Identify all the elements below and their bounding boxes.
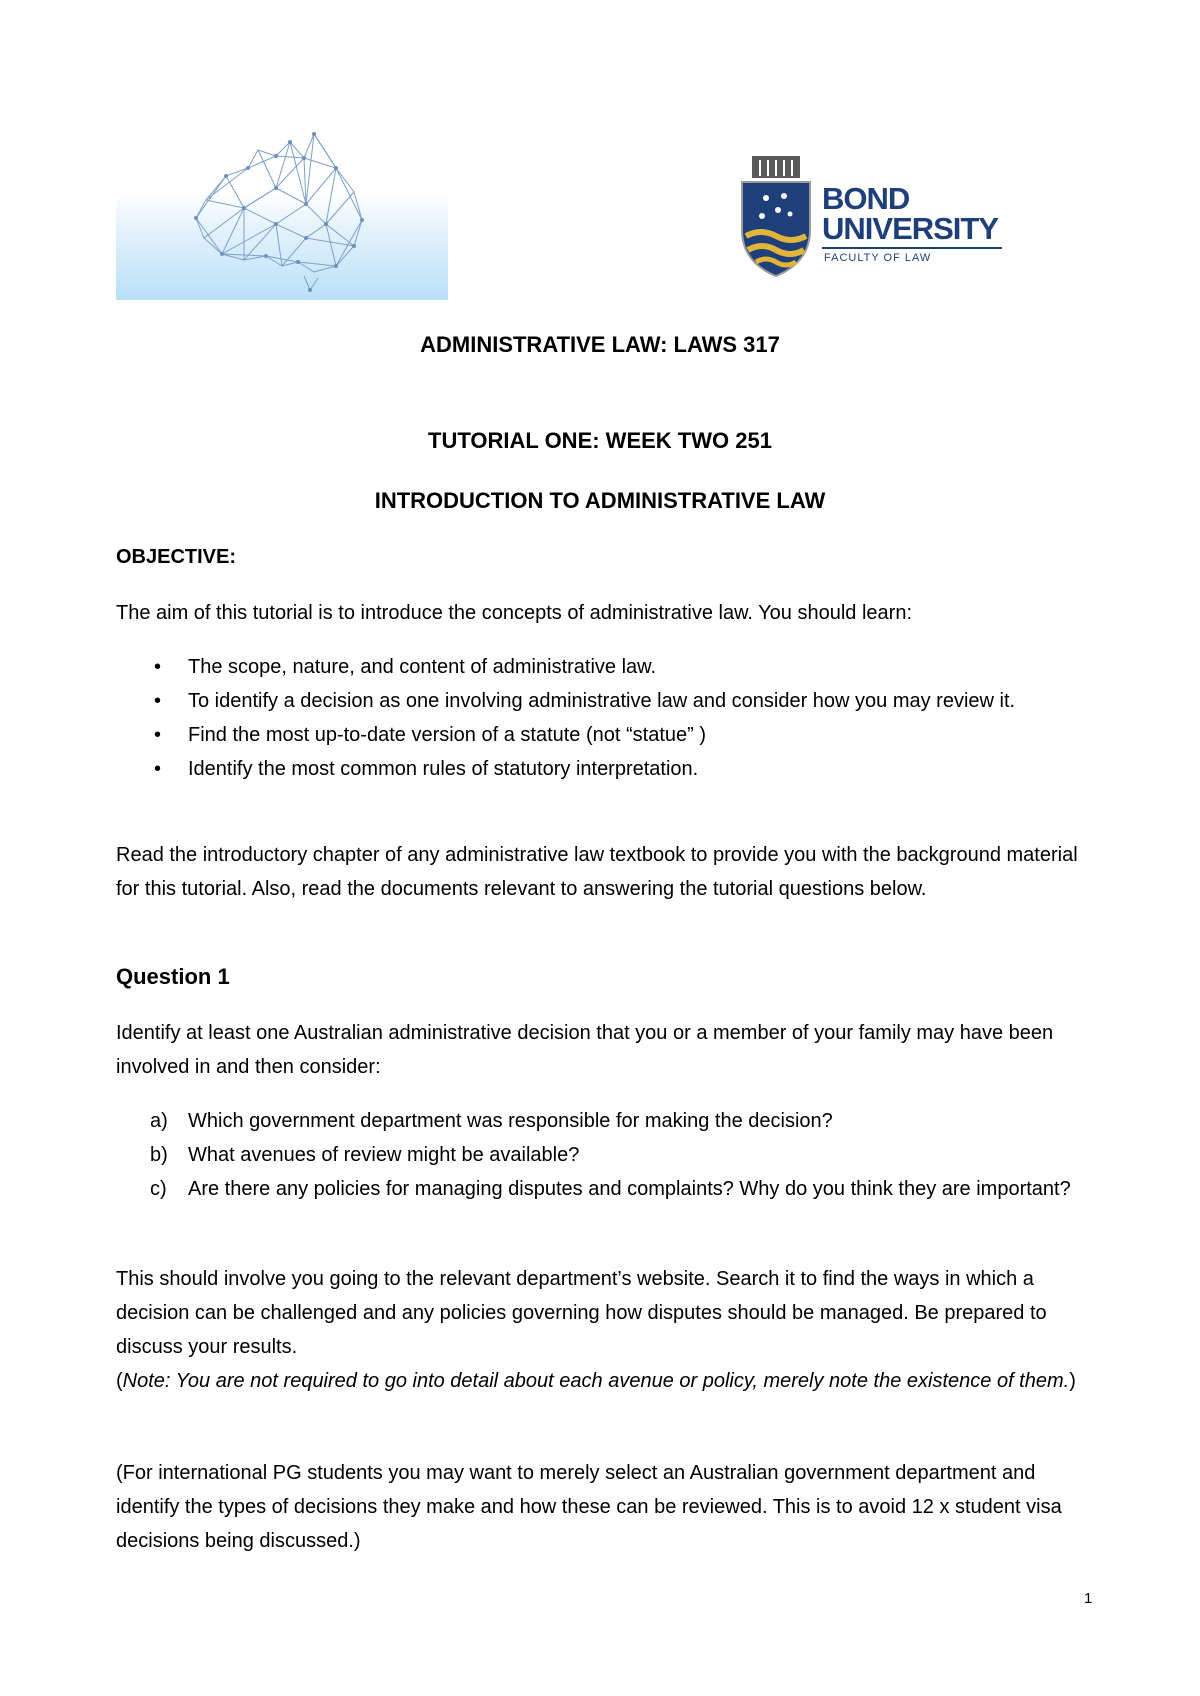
bullet-icon: • (154, 656, 162, 678)
university-name (822, 181, 999, 246)
item-marker: c) (150, 1178, 167, 1200)
question-1-sublist (116, 1104, 1076, 1206)
page-number: 1 (1084, 1590, 1093, 1607)
note-open: ( (116, 1370, 123, 1392)
list-item (116, 684, 1076, 718)
list-item (116, 1172, 1076, 1206)
note-text: Note: You are not required to go into detail about each avenue or policy, merely note the existence of them. (122, 1370, 1070, 1392)
item-marker: b) (150, 1144, 168, 1166)
objective-bullet-list (116, 650, 1076, 786)
bullet-text: Identify the most common rules of statutory interpretation. (188, 758, 699, 780)
list-item (116, 650, 1076, 684)
bond-university-logo (738, 152, 1008, 282)
university-name-line1: BOND (822, 181, 910, 216)
question-1-heading: Question 1 (116, 964, 230, 989)
bullet-text: To identify a decision as one involving administrative law and consider how you may review it. (188, 690, 1016, 712)
item-text: What avenues of review might be available? (188, 1144, 580, 1166)
item-text: Which government department was responsible for making the decision? (188, 1110, 833, 1132)
topic-title: INTRODUCTION TO ADMINISTRATIVE LAW (374, 488, 826, 513)
list-item (116, 1138, 1076, 1172)
faculty-name: FACULTY OF LAW (824, 252, 932, 264)
note-close: ) (1069, 1370, 1076, 1392)
list-item (116, 1104, 1076, 1138)
reading-paragraph: Read the introductory chapter of any administrative law textbook to provide you with the background material for this tutorial. Also, read the documents relevant to answering the tutorial questions below. (116, 844, 1078, 900)
tutorial-subtitle: TUTORIAL ONE: WEEK TWO 251 (428, 428, 772, 453)
guidance-paragraph (116, 1262, 1096, 1398)
australia-map-logo (116, 128, 448, 300)
bullet-icon: • (154, 724, 162, 746)
bullet-icon: • (154, 758, 162, 780)
bullet-text: The scope, nature, and content of administrative law. (188, 656, 657, 678)
international-students-paragraph: (For international PG students you may want to merely select an Australian government department and identify the types of decisions they make and how these can be reviewed. This is to avoid 12 x student visa decisions being discussed.) (116, 1462, 1062, 1552)
guidance-text: This should involve you going to the relevant department’s website. Search it to find the ways in which a decision can be challenged and any policies governing how disputes should be managed. Be prepared to discuss your results. (116, 1268, 1047, 1358)
item-text: Are there any policies for managing disputes and complaints? Why do you think they are important? (188, 1178, 1071, 1200)
objective-intro: The aim of this tutorial is to introduce the concepts of administrative law. You should learn: (116, 602, 912, 624)
item-marker: a) (150, 1110, 168, 1132)
course-title: ADMINISTRATIVE LAW: LAWS 317 (420, 332, 780, 357)
list-item (116, 752, 1076, 786)
australia-network-icon (186, 128, 386, 300)
logo-divider (822, 247, 1002, 249)
bullet-icon: • (154, 690, 162, 712)
question-1-intro: Identify at least one Australian administrative decision that you or a member of your family may have been involved in and then consider: (116, 1022, 1054, 1078)
university-crest-icon (738, 152, 814, 280)
list-item (116, 718, 1076, 752)
university-name-line2: UNIVERSITY (822, 211, 999, 246)
bullet-text: Find the most up-to-date version of a statute (not “statue” ) (188, 724, 707, 746)
objective-heading: OBJECTIVE: (116, 546, 237, 568)
